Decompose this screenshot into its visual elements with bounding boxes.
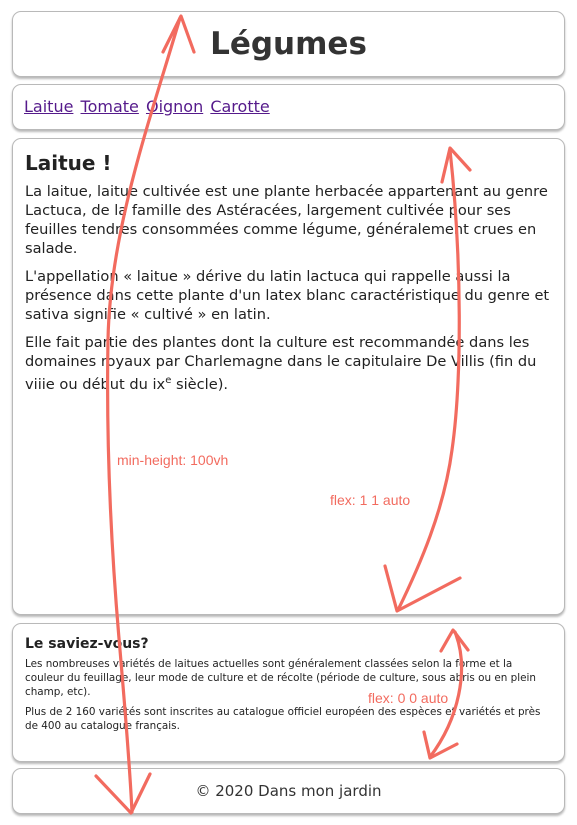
copyright-text: © 2020 Dans mon jardin xyxy=(195,782,382,800)
main-paragraph-2: L'appellation « laitue » dérive du latin lactuca qui rappelle aussi la présence dans cette plante d'un latex blanc caractéristique du genre et sativa signifie « cultivé » en latin. xyxy=(25,268,550,323)
main-navigation xyxy=(12,84,565,130)
annotation-flex-main-label: flex: 1 1 auto xyxy=(330,492,411,508)
page-footer xyxy=(12,768,565,814)
did-you-know-aside xyxy=(12,623,565,762)
page-header xyxy=(12,11,565,77)
nav-link-carotte[interactable]: Carotte xyxy=(210,97,270,116)
nav-link-oignon[interactable]: Oignon xyxy=(145,97,204,116)
page-title: Légumes xyxy=(210,26,367,62)
main-paragraph-1: La laitue, laitue cultivée est une plante herbacée appartenant au genre Lactuca, de la famille des Astéracées, largement cultivée pour ses feuilles tendres consommées comme légume, généralement crues en salade. xyxy=(25,183,548,257)
annotation-min-height-label: min-height: 100vh xyxy=(117,452,229,468)
aside-paragraph-2: Plus de 2 160 variétés sont inscrites au catalogue officiel européen des espèces et variétés et près de 400 au catalogue français. xyxy=(25,706,541,732)
century-superscript: e xyxy=(165,375,172,386)
main-heading: Laitue ! xyxy=(25,151,112,175)
aside-paragraph-1: Les nombreuses variétés de laitues actuelles sont généralement classées selon la forme et la couleur du feuillage, leur mode de culture et de récolte (période de culture, sous abris ou en plein champ, etc). xyxy=(25,658,536,698)
main-paragraph-3 xyxy=(25,333,552,394)
main-paragraph-3-end: siècle). xyxy=(171,375,229,393)
nav-link-tomate[interactable]: Tomate xyxy=(80,97,139,116)
nav-link-laitue[interactable]: Laitue xyxy=(24,97,74,116)
main-content xyxy=(12,138,565,615)
main-paragraph-3-start: Elle fait partie des plantes dont la culture est recommandée dans les domaines royaux par Charlemagne dans le capitulaire De Villis (fin du viiie ou début du ix xyxy=(25,334,537,393)
aside-heading: Le saviez-vous? xyxy=(25,636,149,652)
annotation-flex-aside-label: flex: 0 0 auto xyxy=(368,690,449,706)
